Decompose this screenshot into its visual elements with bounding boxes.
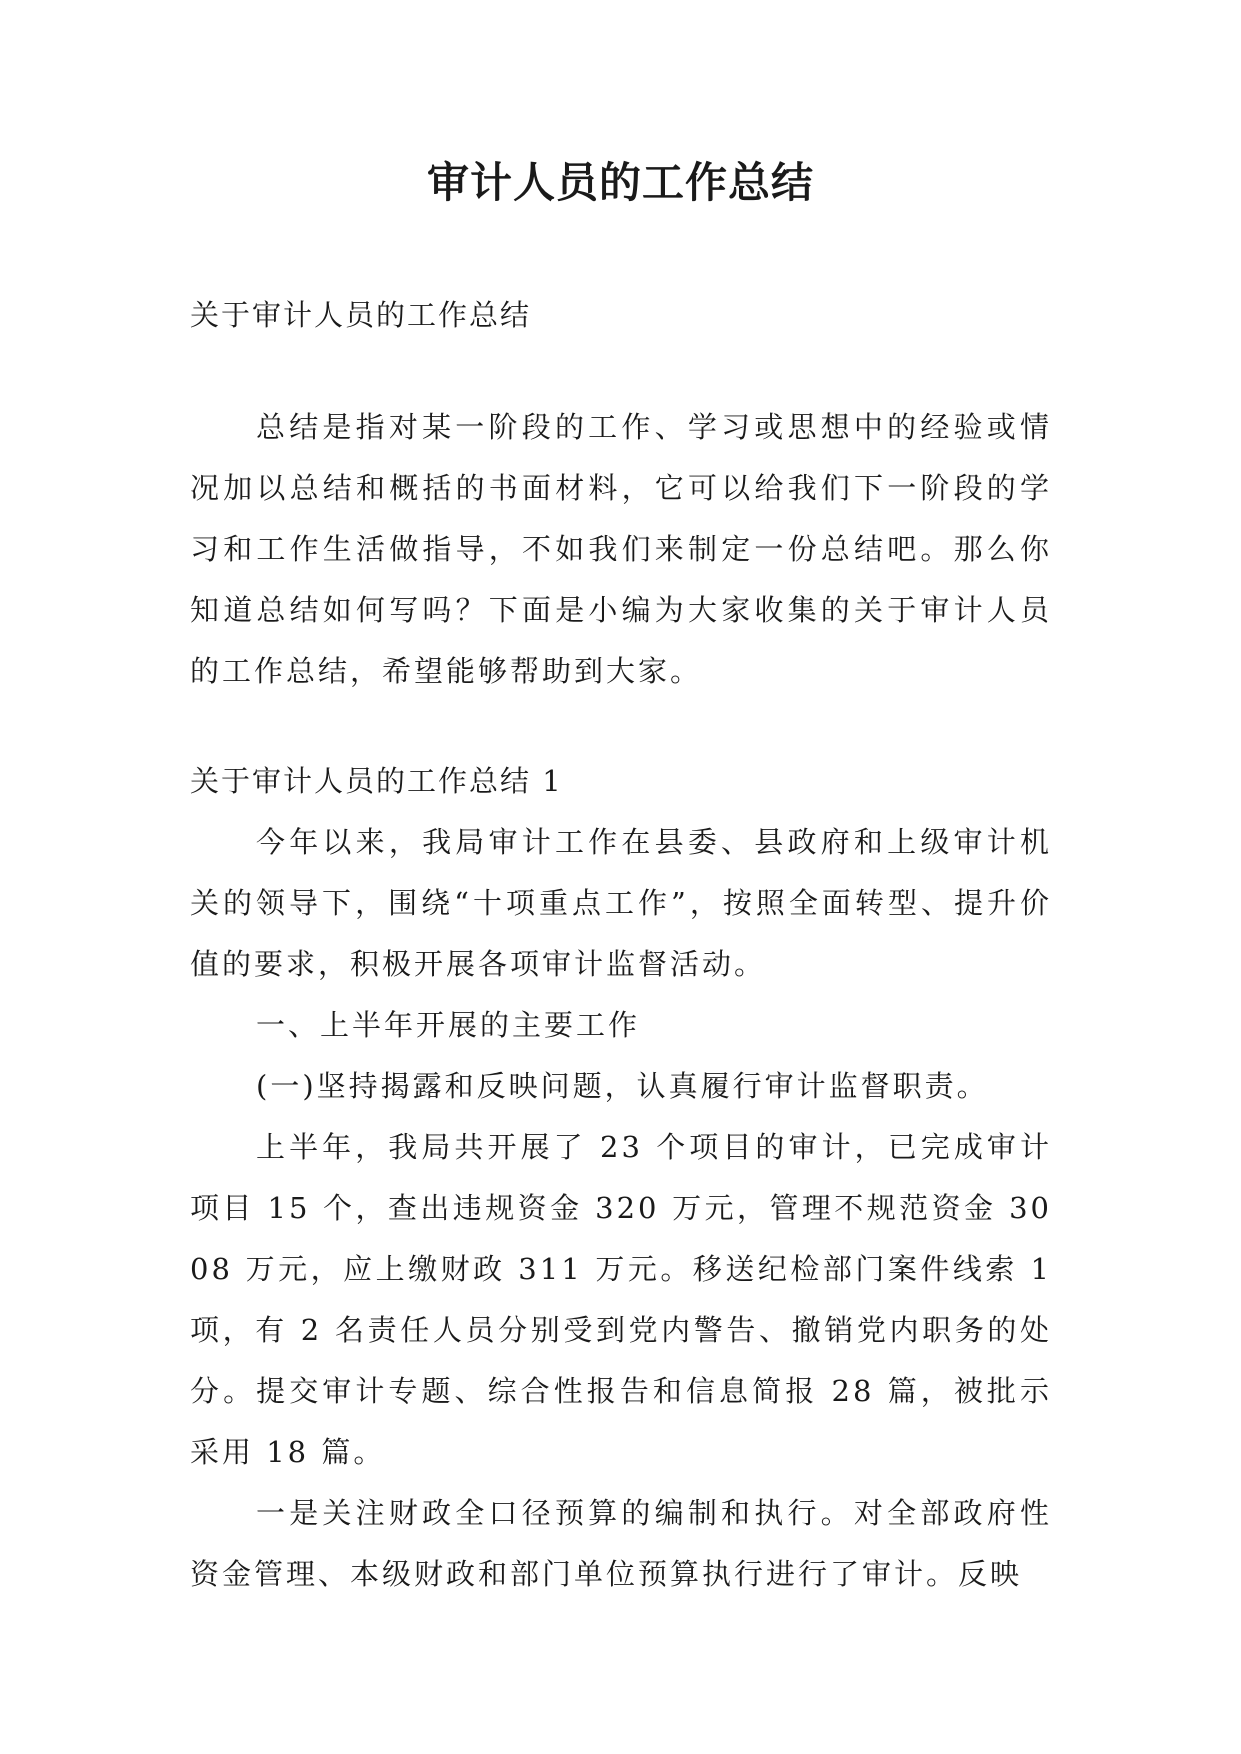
paragraph-3: 一是关注财政全口径预算的编制和执行。对全部政府性资金管理、本级财政和部门单位预算执行进行了审计。反映 — [190, 1496, 1052, 1591]
document-subtitle: 关于审计人员的工作总结 — [190, 298, 532, 332]
paragraph-1: 今年以来，我局审计工作在县委、县政府和上级审计机关的领导下，围绕“十项重点工作”，按照全面转型、提升价值的要求，积极开展各项审计监督活动。 — [190, 825, 1052, 981]
section-title: 关于审计人员的工作总结 1 — [190, 764, 563, 798]
heading-2: (一)坚持揭露和反映问题，认真履行审计监督职责。 — [256, 1069, 989, 1103]
intro-paragraph: 总结是指对某一阶段的工作、学习或思想中的经验或情况加以总结和概括的书面材料，它可以给我们下一阶段的学习和工作生活做指导，不如我们来制定一份总结吧。那么你知道总结如何写吗？下面是小编为大家收集的关于审计人员的工作总结，希望能够帮助到大家。 — [190, 410, 1052, 688]
paragraph-2: 上半年，我局共开展了 23 个项目的审计，已完成审计项目 15 个，查出违规资金 320 万元，管理不规范资金 3008 万元，应上缴财政 311 万元。移送纪检部门案件线索 1 项，有 2 名责任人员分别受到党内警告、撤销党内职务的处分。提交审计专题、综合性报告和信息简报 28 篇，被批示采用 18 篇。 — [190, 1130, 1052, 1469]
document-title: 审计人员的工作总结 — [426, 158, 814, 207]
heading-1: 一、上半年开展的主要工作 — [256, 1008, 641, 1042]
